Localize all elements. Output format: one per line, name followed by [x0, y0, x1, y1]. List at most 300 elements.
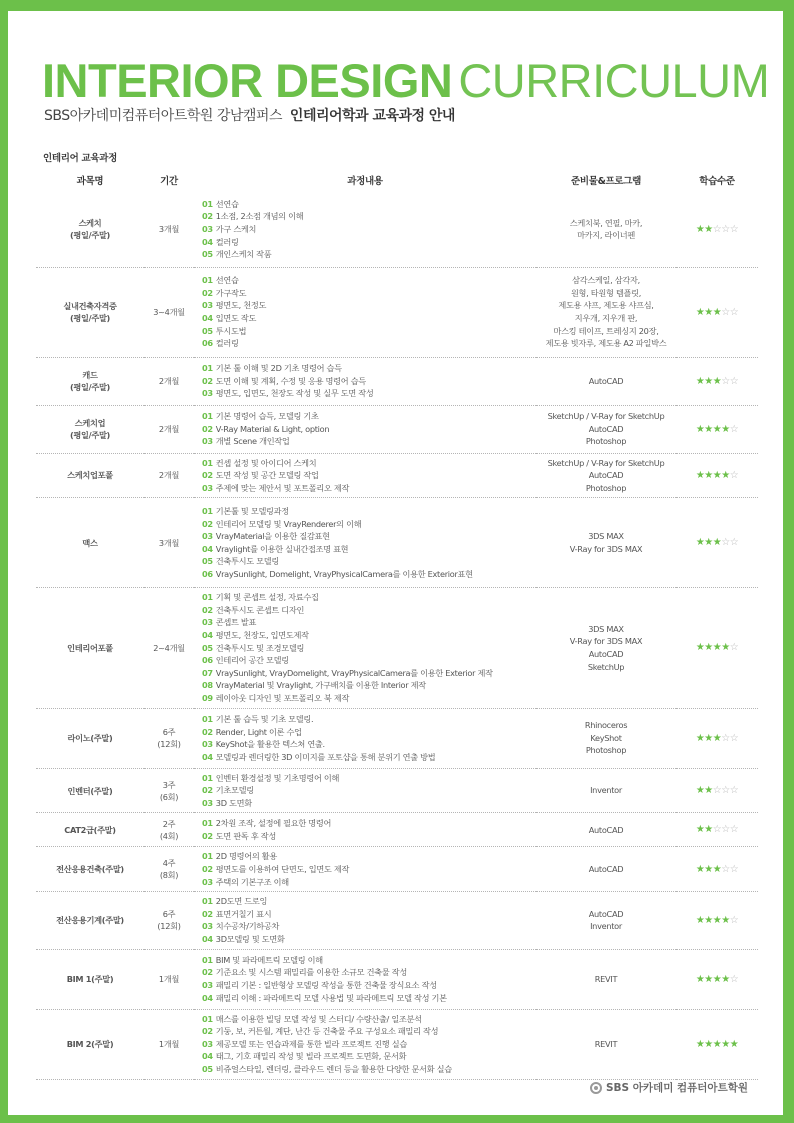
item-number: 01 — [202, 363, 213, 374]
item-text: 도면 판독 후 작성 — [215, 830, 276, 841]
content-item — [202, 555, 536, 568]
item-number: 01 — [202, 954, 213, 965]
content-item — [202, 667, 536, 680]
content-item — [202, 568, 536, 581]
item-number: 01 — [202, 818, 213, 829]
star-filled-icon: ★ — [721, 1038, 730, 1050]
materials-cell — [536, 1009, 676, 1079]
page-title — [42, 54, 770, 107]
subject-cell — [36, 768, 144, 813]
content-item — [202, 337, 536, 350]
item-number: 03 — [202, 531, 213, 542]
content-item — [202, 274, 536, 287]
content-item — [202, 423, 536, 436]
materials-cell — [536, 267, 676, 357]
level-stars — [696, 974, 738, 985]
item-number: 01 — [202, 411, 213, 422]
subject-name: 인벤터(주말) — [67, 785, 113, 796]
subject-cell — [36, 892, 144, 949]
materials-cell — [536, 453, 676, 498]
item-text: 선연습 — [215, 275, 239, 286]
item-number: 01 — [202, 198, 213, 209]
item-number: 03 — [202, 739, 213, 750]
period-cell — [144, 267, 194, 357]
content-item — [202, 410, 536, 423]
table-row — [36, 813, 758, 847]
star-empty-icon: ☆ — [721, 732, 730, 744]
level-stars — [696, 733, 738, 744]
star-filled-icon: ★ — [704, 306, 713, 318]
star-empty-icon: ☆ — [721, 824, 730, 836]
period-text: (6회) — [159, 791, 179, 802]
period-cell — [144, 847, 194, 892]
content-cell — [194, 405, 536, 453]
content-item — [202, 287, 536, 300]
star-filled-icon: ★ — [712, 1038, 722, 1050]
item-number: 04 — [202, 751, 213, 762]
header-level: 학습수준 — [699, 176, 735, 187]
star-filled-icon: ★ — [704, 423, 713, 435]
item-text: Vraylight를 이용한 실내간접조명 표현 — [215, 543, 349, 554]
period-text: 2주 — [162, 818, 176, 829]
star-filled-icon: ★ — [695, 223, 705, 235]
item-number: 03 — [202, 921, 213, 932]
item-text: 모델링과 렌더링한 3D 이미지를 포토샵을 통해 분위기 연출 방법 — [215, 751, 436, 762]
item-number: 07 — [202, 667, 213, 678]
star-filled-icon: ★ — [695, 423, 705, 435]
material-item: AutoCAD — [588, 864, 624, 874]
material-item: 마카지, 라이너펜 — [577, 230, 635, 241]
subject-cell — [36, 949, 144, 1009]
materials-cell — [536, 588, 676, 708]
level-cell — [676, 708, 758, 768]
item-text: 기준요소 및 시스템 패밀리를 이용한 소규모 건축물 작성 — [215, 967, 407, 978]
period-text: 6주 — [162, 727, 176, 738]
content-item — [202, 1038, 536, 1051]
content-item — [202, 543, 536, 556]
item-number: 06 — [202, 338, 213, 349]
content-item — [202, 642, 536, 655]
material-item: 제도용 빗자루, 제도용 A2 파일박스 — [545, 338, 667, 349]
content-item — [202, 629, 536, 642]
content-item — [202, 895, 536, 908]
content-item — [202, 530, 536, 543]
item-text: 기본 툴 이해 및 2D 기초 명령어 습득 — [215, 363, 342, 374]
period-text: 1개월 — [158, 1039, 180, 1050]
item-text: 표면거칠기 표시 — [215, 908, 272, 919]
star-filled-icon: ★ — [712, 914, 722, 926]
star-filled-icon: ★ — [695, 537, 705, 549]
item-number: 06 — [202, 568, 213, 579]
period-text: 2개월 — [158, 470, 180, 481]
star-filled-icon: ★ — [704, 1038, 713, 1050]
item-text: 인벤터 환경설정 및 기초명령어 이해 — [215, 772, 340, 783]
subject-name: CAT2급(주말) — [64, 824, 116, 835]
level-cell — [676, 192, 758, 267]
item-number: 04 — [202, 543, 213, 554]
content-item — [202, 713, 536, 726]
item-text: 태그, 기호 패밀리 작성 및 빌라 프로젝트 도면화, 문서화 — [215, 1051, 407, 1062]
item-number: 04 — [202, 1051, 213, 1062]
content-cell — [194, 588, 536, 708]
content-item — [202, 1050, 536, 1063]
star-filled-icon: ★ — [712, 973, 722, 985]
content-item — [202, 992, 536, 1005]
item-number: 02 — [202, 1026, 213, 1037]
level-stars — [696, 785, 738, 796]
content-item — [202, 850, 536, 863]
item-text: 개인스케치 작품 — [215, 249, 272, 260]
star-filled-icon: ★ — [695, 306, 705, 318]
content-cell — [194, 357, 536, 405]
material-item: SketchUp / V-Ray for SketchUp — [547, 457, 665, 468]
content-item — [202, 457, 536, 470]
item-text: 2D도면 드로잉 — [215, 896, 268, 907]
material-item: SketchUp — [587, 661, 625, 672]
item-number: 05 — [202, 556, 213, 567]
subject-name: BIM 1(주말) — [66, 974, 114, 985]
material-item: Photoshop — [585, 482, 627, 493]
subject-cell — [36, 453, 144, 498]
star-empty-icon: ☆ — [721, 863, 730, 875]
star-empty-icon: ☆ — [729, 732, 739, 744]
level-stars — [696, 1039, 738, 1050]
star-filled-icon: ★ — [712, 537, 722, 549]
item-text: KeyShot을 활용한 텍스쳐 연출. — [215, 739, 325, 750]
star-empty-icon: ☆ — [729, 973, 739, 985]
subject-name: 스케치 — [78, 218, 102, 229]
content-item — [202, 738, 536, 751]
content-item — [202, 954, 536, 967]
subject-cell — [36, 847, 144, 892]
footer-logo — [590, 1080, 748, 1095]
star-filled-icon: ★ — [721, 423, 730, 435]
content-item — [202, 876, 536, 889]
item-number: 02 — [202, 287, 213, 298]
star-empty-icon: ☆ — [712, 223, 722, 235]
item-number: 02 — [202, 967, 213, 978]
item-text: VrayMaterial을 이용한 질감표현 — [215, 531, 330, 542]
item-number: 04 — [202, 992, 213, 1003]
level-cell — [676, 949, 758, 1009]
subject-cell — [36, 357, 144, 405]
material-item: Photoshop — [585, 436, 627, 447]
subject-name: 캐드 — [82, 370, 98, 380]
item-text: 치수공차/기하공차 — [215, 921, 280, 932]
subject-name: 전산응용건축(주말) — [56, 864, 124, 875]
item-text: 건축투시도 모델링 — [215, 556, 279, 567]
period-cell — [144, 453, 194, 498]
level-stars — [696, 915, 738, 926]
content-item — [202, 797, 536, 810]
star-empty-icon: ☆ — [729, 223, 739, 235]
material-item: AutoCAD — [588, 824, 624, 835]
star-filled-icon: ★ — [712, 642, 722, 654]
subject-name: (평일/주말) — [69, 313, 110, 323]
materials-cell — [536, 813, 676, 847]
material-item: 3DS MAX — [588, 531, 624, 542]
star-empty-icon: ☆ — [712, 785, 722, 797]
item-number: 01 — [202, 851, 213, 862]
item-text: VrayMaterial 및 Vraylight, 가구배치를 이용한 Interior 제작 — [215, 680, 426, 691]
content-item — [202, 387, 536, 400]
period-text: 4주 — [162, 858, 176, 869]
star-filled-icon: ★ — [704, 863, 713, 875]
star-filled-icon: ★ — [704, 375, 713, 387]
period-text: 1개월 — [158, 974, 180, 985]
item-text: VraySunlight, Domelight, VrayPhysicalCamera를 이용한 Exterior표현 — [215, 568, 473, 579]
star-filled-icon: ★ — [695, 863, 705, 875]
subtitle-academy: SBS아카데미컴퓨터아트학원 강남캠퍼스 — [44, 108, 282, 124]
content-item — [202, 518, 536, 531]
item-text: 컨셉 설정 및 아이디어 스케치 — [215, 457, 317, 468]
level-stars — [696, 824, 738, 835]
content-item — [202, 654, 536, 667]
content-item — [202, 505, 536, 518]
star-filled-icon: ★ — [704, 642, 713, 654]
item-text: 콘셉트 발표 — [215, 617, 257, 628]
content-item — [202, 223, 536, 236]
item-number: 05 — [202, 249, 213, 260]
item-text: 건축투시도 콘셉트 디자인 — [215, 604, 305, 615]
header-content: 과정내용 — [347, 176, 383, 187]
content-item — [202, 933, 536, 946]
period-text: 2~4개월 — [153, 642, 185, 653]
item-text: 1소점, 2소점 개념의 이해 — [215, 211, 304, 222]
star-empty-icon: ☆ — [721, 375, 730, 387]
level-cell — [676, 267, 758, 357]
title-light: CURRICULUM — [458, 54, 770, 107]
level-cell — [676, 588, 758, 708]
item-text: 평면도, 천장도, 입면도제작 — [215, 630, 309, 641]
level-cell — [676, 1009, 758, 1079]
item-text: 인테리어 공간 모델링 — [215, 655, 289, 666]
content-cell — [194, 847, 536, 892]
level-stars — [696, 424, 738, 435]
level-cell — [676, 357, 758, 405]
level-stars — [696, 224, 738, 235]
star-empty-icon: ☆ — [712, 824, 722, 836]
subject-cell — [36, 1009, 144, 1079]
table-row — [36, 267, 758, 357]
star-empty-icon: ☆ — [729, 642, 739, 654]
materials-cell — [536, 847, 676, 892]
content-item — [202, 751, 536, 764]
star-filled-icon: ★ — [712, 306, 722, 318]
item-number: 04 — [202, 313, 213, 323]
star-empty-icon: ☆ — [729, 863, 739, 875]
material-item: Inventor — [590, 921, 622, 932]
star-filled-icon: ★ — [721, 914, 730, 926]
subtitle-strong: 인테리어학과 교육과정 안내 — [289, 108, 455, 124]
content-item — [202, 966, 536, 979]
content-item — [202, 482, 536, 495]
subject-name: 인테리어포폴 — [67, 642, 113, 653]
content-cell — [194, 892, 536, 949]
star-filled-icon: ★ — [721, 469, 730, 481]
star-filled-icon: ★ — [695, 785, 705, 797]
content-item — [202, 604, 536, 617]
star-filled-icon: ★ — [704, 973, 713, 985]
item-number: 04 — [202, 236, 213, 247]
content-item — [202, 920, 536, 933]
item-text: 가구 스케치 — [215, 223, 257, 234]
period-text: (8회) — [159, 870, 179, 881]
materials-cell — [536, 892, 676, 949]
star-filled-icon: ★ — [695, 1038, 705, 1050]
curriculum-table — [36, 168, 758, 1080]
material-item: AutoCAD — [588, 908, 624, 919]
content-cell — [194, 768, 536, 813]
subject-name: 스케치업 — [74, 418, 106, 428]
content-item — [202, 616, 536, 629]
content-item — [202, 299, 536, 312]
item-text: 기본툴 및 모델링과정 — [215, 506, 289, 516]
item-number: 03 — [202, 482, 213, 493]
content-cell — [194, 453, 536, 498]
star-filled-icon: ★ — [704, 914, 713, 926]
star-filled-icon: ★ — [695, 732, 705, 744]
period-cell — [144, 708, 194, 768]
level-stars — [696, 864, 738, 875]
period-cell — [144, 405, 194, 453]
subtitle — [44, 105, 455, 125]
content-item — [202, 210, 536, 223]
star-filled-icon: ★ — [704, 785, 713, 797]
materials-cell — [536, 949, 676, 1009]
item-number: 08 — [202, 680, 213, 691]
item-number: 03 — [202, 1038, 213, 1049]
subject-cell — [36, 813, 144, 847]
section-label: 인테리어 교육과정 — [43, 153, 118, 164]
star-filled-icon: ★ — [704, 537, 713, 549]
level-cell — [676, 892, 758, 949]
content-item — [202, 198, 536, 211]
content-item — [202, 679, 536, 692]
item-text: 제공모델 또는 연습과제를 통한 빌라 프로젝트 진행 실습 — [215, 1038, 407, 1049]
subject-cell — [36, 708, 144, 768]
star-filled-icon: ★ — [704, 469, 713, 481]
level-cell — [676, 498, 758, 588]
content-item — [202, 863, 536, 876]
table-row — [36, 588, 758, 708]
content-item — [202, 830, 536, 843]
item-text: 2D 명령어의 활용 — [215, 851, 277, 862]
subject-name: 스케치업포폴 — [67, 470, 113, 481]
content-item — [202, 312, 536, 325]
period-cell — [144, 588, 194, 708]
item-text: 도면 작성 및 공간 모델링 작업 — [215, 470, 319, 481]
star-empty-icon: ☆ — [729, 469, 739, 481]
star-filled-icon: ★ — [704, 732, 713, 744]
item-text: 투시도법 — [215, 325, 247, 336]
period-text: (12회) — [157, 921, 181, 932]
table-header-row — [36, 168, 758, 192]
material-item: AutoCAD — [588, 470, 624, 481]
star-filled-icon: ★ — [721, 642, 730, 654]
material-item: V-Ray for 3DS MAX — [569, 543, 643, 554]
material-item: KeyShot — [590, 732, 622, 743]
item-number: 02 — [202, 785, 213, 796]
star-empty-icon: ☆ — [729, 423, 739, 435]
item-number: 09 — [202, 693, 213, 704]
level-cell — [676, 405, 758, 453]
item-text: 기초모델링 — [215, 785, 254, 796]
header-materials: 준비물&프로그램 — [570, 176, 642, 187]
content-item — [202, 817, 536, 830]
level-cell — [676, 813, 758, 847]
material-item: 삼각스케일, 삼각자, — [572, 275, 640, 286]
content-item — [202, 692, 536, 705]
star-empty-icon: ☆ — [729, 306, 739, 318]
item-number: 01 — [202, 592, 213, 603]
star-filled-icon: ★ — [695, 375, 705, 387]
level-stars — [696, 470, 738, 481]
subject-name: (평일/주말) — [69, 382, 110, 392]
item-text: 컬러링 — [215, 236, 239, 247]
item-text: V-Ray Material & Light, option — [215, 423, 330, 434]
item-number: 01 — [202, 506, 213, 516]
item-number: 02 — [202, 726, 213, 737]
period-text: 3개월 — [158, 537, 180, 548]
item-number: 02 — [202, 604, 213, 615]
item-number: 03 — [202, 436, 213, 447]
material-item: 스케치북, 연필, 마카, — [569, 217, 643, 228]
item-text: 기획 및 콘셉트 설정, 자료수집 — [215, 592, 319, 603]
item-text: 선연습 — [215, 198, 239, 209]
content-item — [202, 469, 536, 482]
materials-cell — [536, 498, 676, 588]
item-number: 03 — [202, 223, 213, 234]
item-number: 01 — [202, 275, 213, 286]
period-cell — [144, 892, 194, 949]
item-number: 02 — [202, 830, 213, 841]
item-number: 01 — [202, 772, 213, 783]
period-text: 6주 — [162, 909, 176, 920]
item-text: 도면 이해 및 계획, 수정 및 응용 명령어 습득 — [215, 375, 366, 386]
item-text: 패밀리 이해 : 파라메트릭 모델 사용법 및 파라메트릭 모델 작성 기본 — [215, 992, 447, 1003]
period-cell — [144, 949, 194, 1009]
content-cell — [194, 949, 536, 1009]
table-row — [36, 405, 758, 453]
subject-name: BIM 2(주말) — [66, 1039, 114, 1050]
material-item: Photoshop — [585, 745, 627, 756]
level-stars — [696, 307, 738, 318]
star-empty-icon: ☆ — [729, 824, 739, 836]
period-cell — [144, 357, 194, 405]
item-number: 05 — [202, 325, 213, 336]
item-number: 04 — [202, 933, 213, 944]
item-number: 02 — [202, 470, 213, 481]
material-item: 마스킹 테이프, 트레싱지 20장, — [553, 325, 659, 336]
star-filled-icon: ★ — [695, 469, 705, 481]
content-item — [202, 435, 536, 448]
content-cell — [194, 192, 536, 267]
period-text: (4회) — [159, 830, 179, 841]
subject-name: 전산응용기계(주말) — [56, 915, 124, 926]
period-text: (12회) — [157, 739, 181, 750]
item-text: VraySunlight, VrayDomelight, VrayPhysicalCamera를 이용한 Exterior 제작 — [215, 667, 493, 678]
item-text: 기본 툴 습득 및 기초 모델링. — [215, 713, 314, 724]
item-text: 3D모델링 및 도면화 — [215, 933, 285, 944]
material-item: 지우개, 지우개 판, — [574, 313, 638, 323]
item-text: 입면도 작도 — [215, 313, 257, 323]
subject-name: 맥스 — [82, 537, 98, 548]
item-text: 평면도, 천정도 — [215, 300, 267, 311]
item-number: 01 — [202, 713, 213, 724]
item-text: 평면도, 입면도, 천장도 작성 및 실무 도면 작성 — [215, 388, 374, 399]
period-cell — [144, 813, 194, 847]
